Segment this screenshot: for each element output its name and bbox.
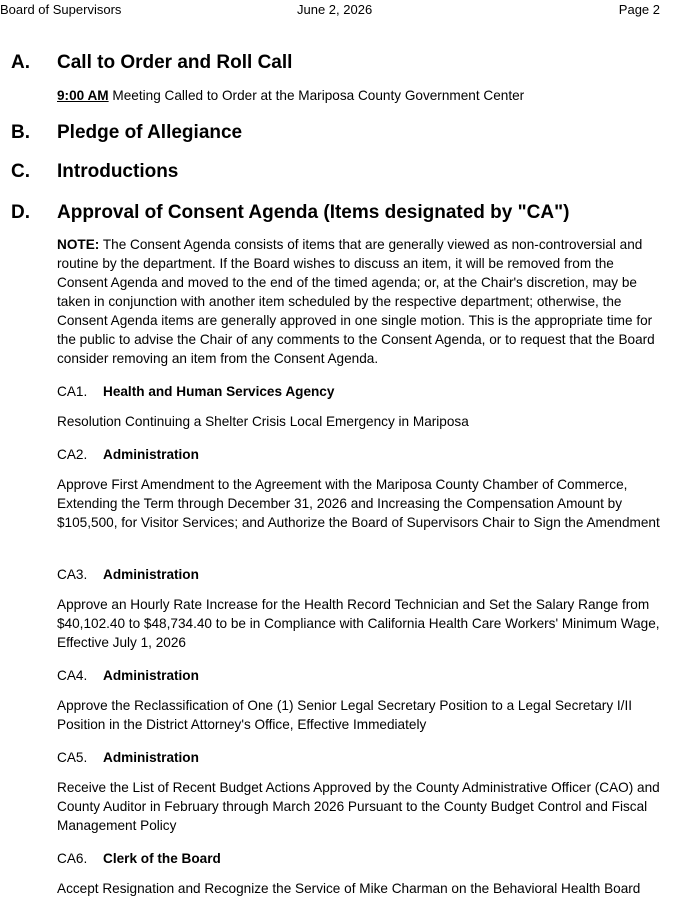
- page-header: [0, 1, 680, 19]
- consent-note-text: The Consent Agenda consists of items that are generally viewed as non-controversial and routine by the department. If the Board wishes to discuss an item, it will be removed from the Consent Agenda and moved to the end of the timed agenda; or, at the Chair's discretion, may be taken in conjunction with another item scheduled by the respective department; otherwise, the Consent Agenda items are generally approved in one single motion. This is the appropriate time for the public to advise the Chair of any comments to the Consent Agenda, or to request that the Board consider removing an item from the Consent Agenda.: [57, 237, 655, 366]
- item-description: Receive the List of Recent Budget Actions Approved by the County Administrative Officer (CAO) and County Auditor in February through March 2026 Pursuant to the County Budget Control and Fiscal Management Policy: [57, 780, 660, 833]
- item-description: Resolution Continuing a Shelter Crisis Local Emergency in Mariposa: [57, 414, 469, 429]
- section-letter: B.: [11, 122, 30, 143]
- item-number: CA5.: [57, 750, 88, 765]
- header-meeting-date: June 2, 2026: [297, 2, 373, 17]
- call-to-order-text: [57, 86, 667, 105]
- section-title: Call to Order and Roll Call: [57, 52, 293, 73]
- item-number: CA3.: [57, 567, 88, 582]
- item-number: CA2.: [57, 447, 88, 462]
- item-description: Approve an Hourly Rate Increase for the Health Record Technician and Set the Salary Range from $40,102.40 to $48,734.40 to be in Compliance with California Health Care Workers' Minimum Wage, Effective July 1, 2026: [57, 597, 660, 650]
- section-letter: D.: [11, 202, 30, 223]
- section-letter: C.: [11, 161, 30, 182]
- item-department: Administration: [103, 668, 199, 683]
- item-department: Administration: [103, 750, 199, 765]
- item-number: CA1.: [57, 384, 88, 399]
- item-description: Accept Resignation and Recognize the Service of Mike Charman on the Behavioral Health Board: [57, 881, 641, 896]
- item-department: Administration: [103, 567, 199, 582]
- call-to-order-description: Meeting Called to Order at the Mariposa County Government Center: [108, 88, 525, 103]
- header-board-name: Board of Supervisors: [0, 2, 122, 17]
- consent-note-label: NOTE:: [57, 237, 100, 252]
- consent-note: [57, 235, 667, 368]
- section-letter: A.: [11, 52, 30, 73]
- section-title: Pledge of Allegiance: [57, 122, 243, 143]
- item-number: CA4.: [57, 668, 88, 683]
- item-department: Administration: [103, 447, 199, 462]
- call-to-order-time: 9:00 AM: [57, 88, 109, 103]
- item-description: Approve the Reclassification of One (1) Senior Legal Secretary Position to a Legal Secretary I/II Position in the District Attorney's Office, Effective Immediately: [57, 698, 633, 732]
- item-description: Approve First Amendment to the Agreement with the Mariposa County Chamber of Commerce, Extending the Term through December 31, 2026 and Increasing the Compensation Amount by $105,500, for Visitor Services; and Authorize the Board of Supervisors Chair to Sign the Amendment: [57, 477, 660, 530]
- item-department: Clerk of the Board: [103, 851, 221, 866]
- section-title: Introductions: [57, 161, 179, 182]
- item-department: Health and Human Services Agency: [103, 384, 335, 399]
- section-title: Approval of Consent Agenda (Items designated by "CA"): [57, 202, 570, 223]
- header-page-number: Page 2: [618, 2, 660, 17]
- item-number: CA6.: [57, 851, 88, 866]
